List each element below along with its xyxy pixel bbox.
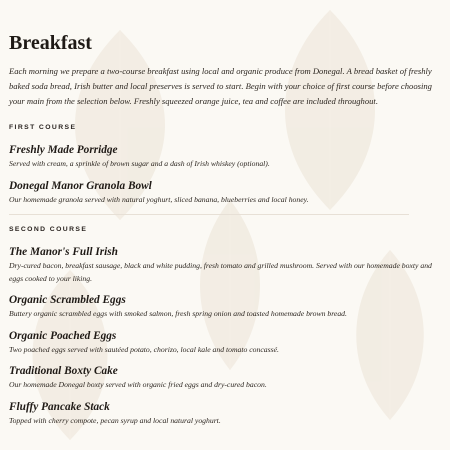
section-divider [9, 214, 409, 215]
menu-item-name: Freshly Made Porridge [9, 144, 118, 156]
menu-item [9, 364, 438, 392]
second-course-section [9, 225, 438, 427]
menu-item [9, 143, 438, 171]
menu-item-description: Served with cream, a sprinkle of brown sugar and a dash of Irish whiskey (optional). [9, 159, 270, 168]
menu-item [9, 179, 438, 207]
menu-item-description: Two poached eggs served with sautéed potato, chorizo, local kale and tomato concassé. [9, 344, 279, 354]
menu-item-description: Topped with cherry compote, pecan syrup and local natural yoghurt. [9, 415, 221, 425]
menu-item-name: Fluffy Pancake Stack [9, 400, 110, 413]
menu-item-name: Donegal Manor Granola Bowl [9, 179, 152, 192]
menu-item-name: Traditional Boxty Cake [9, 365, 118, 377]
menu-item-description: Our homemade granola served with natural yoghurt, sliced banana, blueberries and local honey. [9, 194, 309, 204]
menu-item-description: Buttery organic scrambled eggs with smoked salmon, fresh spring onion and toasted homemade brown bread. [9, 309, 347, 318]
menu-intro: Each morning we prepare a two-course breakfast using local and organic produce from Donegal. A bread basket of freshly baked soda bread, Irish butter and local preserves is served to start. Begin with your choice of first course before choosing your main from the selection below. Freshly squeezed orange juice, tea and coffee are included throughout. [9, 66, 432, 106]
menu-item-description: Dry-cured bacon, breakfast sausage, black and white pudding, fresh tomato and grilled mushroom. Served with our homemade boxty and eggs cooked to your liking. [9, 261, 432, 283]
menu-item [9, 245, 438, 285]
menu-item-name: Organic Poached Eggs [9, 329, 117, 342]
section-title-first-course: FIRST COURSE [9, 124, 77, 131]
menu-item [9, 329, 438, 357]
menu-item [9, 400, 438, 428]
menu-item-name: The Manor's Full Irish [9, 246, 118, 258]
menu-item [9, 293, 438, 321]
section-title-second-course: SECOND COURSE [9, 226, 88, 233]
page-title: Breakfast [9, 32, 92, 54]
first-course-section [9, 123, 438, 206]
menu-item-description: Our homemade Donegal boxty served with organic fried eggs and dry-cured bacon. [9, 380, 267, 389]
menu-item-name: Organic Scrambled Eggs [9, 294, 126, 306]
